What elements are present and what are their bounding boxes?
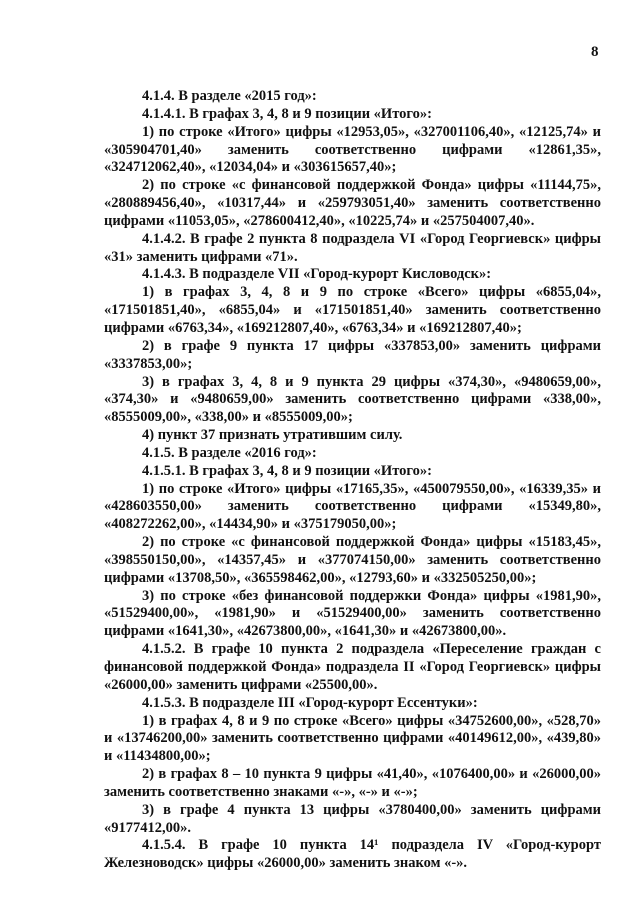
document-body [104, 88, 601, 873]
paragraph: 3) по строке «без финансовой поддержки Фонда» цифры «1981,90», «51529400,00», «1981,90» и «51529400,00» заменить соответственно цифрами «1641,30», «42673800,00», «1641,30» и «42673800,00». [104, 587, 601, 640]
paragraph: 2) в графе 9 пункта 17 цифры «337853,00» заменить цифрами «3337853,00»; [104, 337, 601, 372]
paragraph: 2) по строке «с финансовой поддержкой Фонда» цифры «15183,45», «398550150,00», «14357,45» и «377074150,00» заменить соответственно цифрами «13708,50», «365598462,00», «12793,60» и «332505250,00»; [104, 534, 601, 586]
paragraph: 4.1.4.2. В графе 2 пункта 8 подраздела VI «Город Георгиевск» цифры «31» заменить цифрами «71». [104, 230, 601, 265]
paragraph: 4.1.5.4. В графе 10 пункта 14¹ подраздела IV «Город-курорт Железноводск» цифры «26000,00» заменить знаком «-». [104, 837, 601, 872]
paragraph: 2) в графах 8 – 10 пункта 9 цифры «41,40», «1076400,00» и «26000,00» заменить соответственно знаками «-», «-» и «-»; [104, 766, 601, 800]
paragraph: 4.1.4.1. В графах 3, 4, 8 и 9 позиции «Итого»: [142, 105, 432, 122]
paragraph: 3) в графе 4 пункта 13 цифры «3780400,00» заменить цифрами «9177412,00». [104, 801, 601, 836]
paragraph: 1) по строке «Итого» цифры «12953,05», «327001106,40», «12125,74» и «305904701,40» заменить соответственно цифрами «12861,35», «324712062,40», «12034,04» и «303615657,40»; [104, 123, 601, 176]
paragraph: 1) в графах 3, 4, 8 и 9 по строке «Всего» цифры «6855,04», «171501851,40», «6855,04» и «171501851,40» заменить соответственно цифрами «6763,34», «169212807,40», «6763,34» и «169212807,40»; [104, 284, 601, 336]
paragraph: 4.1.4. В разделе «2015 год»: [142, 88, 317, 104]
paragraph: 4.1.5.2. В графе 10 пункта 2 подраздела «Переселение граждан с финансовой поддержкой Фонда» подраздела II «Город Георгиевск» цифры «26000,00» заменить цифрами «25500,00». [104, 641, 601, 693]
page-number: 8 [591, 44, 599, 60]
paragraph: 1) в графах 4, 8 и 9 по строке «Всего» цифры «34752600,00», «528,70» и «13746200,00» заменить соответственно цифрами «40149612,00», «439,80» и «11434800,00»; [104, 712, 601, 765]
paragraph: 4.1.5.3. В подразделе III «Город-курорт Ессентуки»: [142, 694, 478, 711]
paragraph: 3) в графах 3, 4, 8 и 9 пункта 29 цифры «374,30», «9480659,00», «374,30» и «9480659,00» заменить соответственно цифрами «338,00», «8555009,00», «338,00» и «8555009,00»; [104, 373, 601, 426]
paragraph: 4) пункт 37 признать утратившим силу. [142, 427, 403, 444]
paragraph: 2) по строке «с финансовой поддержкой Фонда» цифры «11144,75», «280889456,40», «10317,44» и «259793051,40» заменить соответственно цифрами «11053,05», «278600412,40», «10225,74» и «257504007,40». [104, 177, 601, 229]
paragraph: 4.1.5. В разделе «2016 год»: [142, 444, 317, 461]
paragraph: 4.1.4.3. В подразделе VII «Город-курорт Кисловодск»: [142, 266, 492, 283]
paragraph: 1) по строке «Итого» цифры «17165,35», «450079550,00», «16339,35» и «428603550,00» заменить соответственно цифрами «15349,80», «408272262,00», «14434,90» и «375179050,00»; [104, 480, 601, 533]
paragraph: 4.1.5.1. В графах 3, 4, 8 и 9 позиции «Итого»: [142, 462, 432, 479]
